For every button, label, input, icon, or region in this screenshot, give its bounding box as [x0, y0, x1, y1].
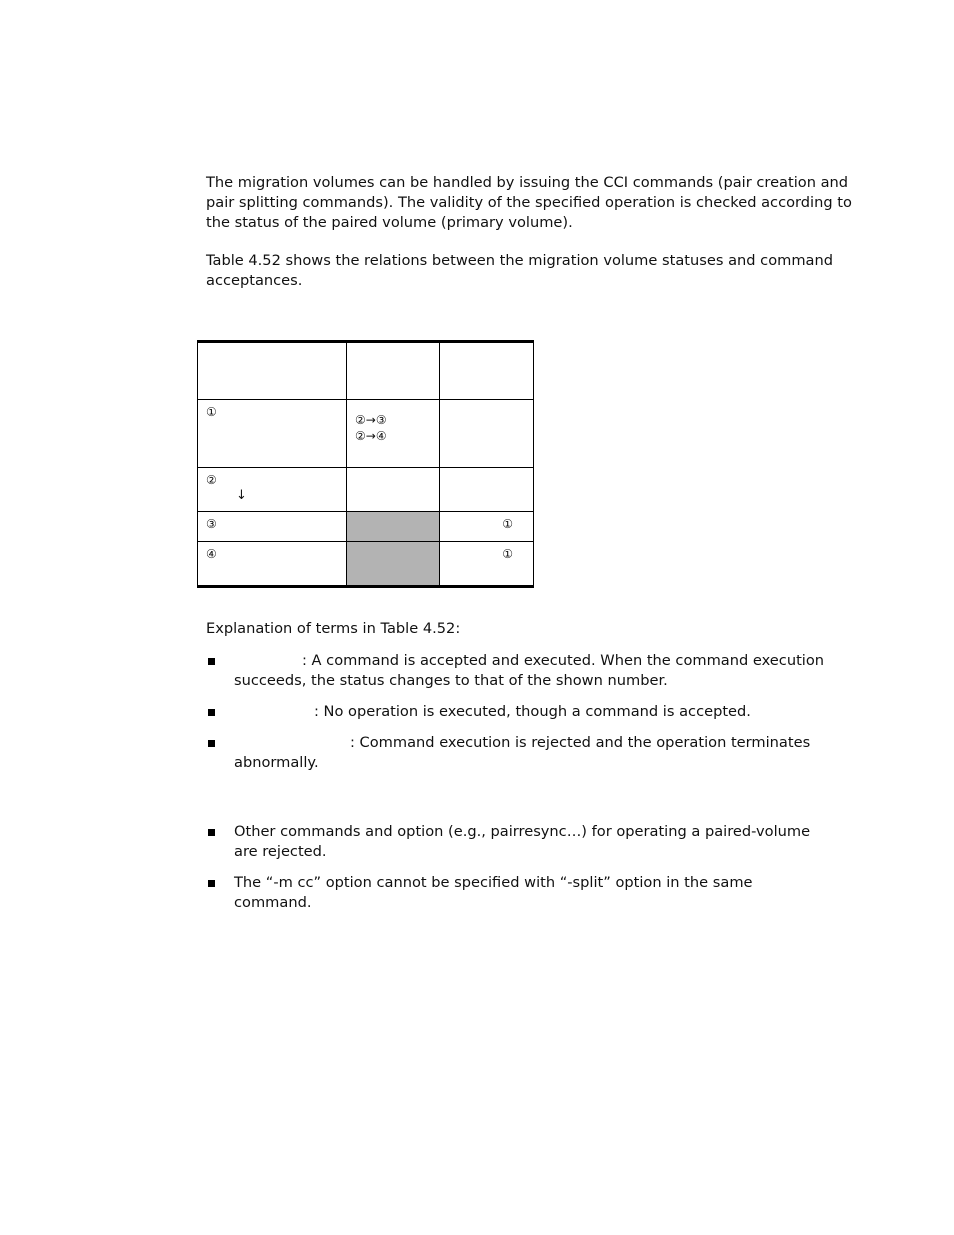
table-cell: [440, 468, 534, 512]
term-text: : Command execution is rejected and the operation terminates abnormally.: [234, 734, 811, 771]
bullet-icon: [208, 880, 215, 887]
bullet-icon: [208, 829, 215, 836]
table-cell: ①: [440, 512, 534, 542]
table-row: [198, 468, 534, 512]
note-item: [206, 822, 826, 862]
term-item: [206, 651, 826, 691]
table-cell: [347, 400, 440, 468]
bullet-icon: [208, 658, 215, 665]
table-cell: ④: [198, 542, 347, 587]
table-cell: ①: [440, 542, 534, 587]
term-item: [206, 733, 826, 773]
status-number: ②: [206, 473, 217, 487]
table-cell: [198, 342, 347, 400]
table-cell: [347, 468, 440, 512]
shaded-cell: [347, 542, 440, 587]
transition-label: ②→③: [355, 413, 387, 427]
table-row: [198, 512, 534, 542]
table-cell: [347, 342, 440, 400]
bullet-icon: [208, 740, 215, 747]
explanation-heading: Explanation of terms in Table 4.52:: [206, 620, 461, 637]
shaded-cell: [347, 512, 440, 542]
arrow-down-icon: ↓: [236, 488, 247, 503]
note-item: [206, 873, 826, 913]
term-text: : No operation is executed, though a command is accepted.: [314, 703, 751, 720]
transition-label: ②→④: [355, 429, 387, 443]
intro-paragraph: The migration volumes can be handled by issuing the CCI commands (pair creation and pair splitting commands). The validity of the specified operation is checked according to the status of the paired volume (primary volume).: [206, 174, 852, 231]
status-command-table: [197, 340, 534, 580]
table-header-row: [198, 342, 534, 400]
bullet-icon: [208, 709, 215, 716]
table-cell: ①: [198, 400, 347, 468]
migration-status-table: [197, 340, 534, 588]
table-row: [198, 400, 534, 468]
note-text: Other commands and option (e.g., pairresync…) for operating a paired-volume are rejected.: [234, 823, 811, 860]
term-text: : A command is accepted and executed. When the command execution succeeds, the status changes to that of the shown number.: [234, 652, 825, 689]
table-reference-paragraph: Table 4.52 shows the relations between the migration volume statuses and command acceptances.: [206, 252, 834, 289]
table-cell: [440, 342, 534, 400]
table-cell: ③: [198, 512, 347, 542]
term-item: [206, 702, 826, 722]
table-cell: [440, 400, 534, 468]
note-text: The “-m cc” option cannot be specified with “-split” option in the same command.: [234, 874, 753, 911]
table-cell: [198, 468, 347, 512]
table-row: [198, 542, 534, 587]
